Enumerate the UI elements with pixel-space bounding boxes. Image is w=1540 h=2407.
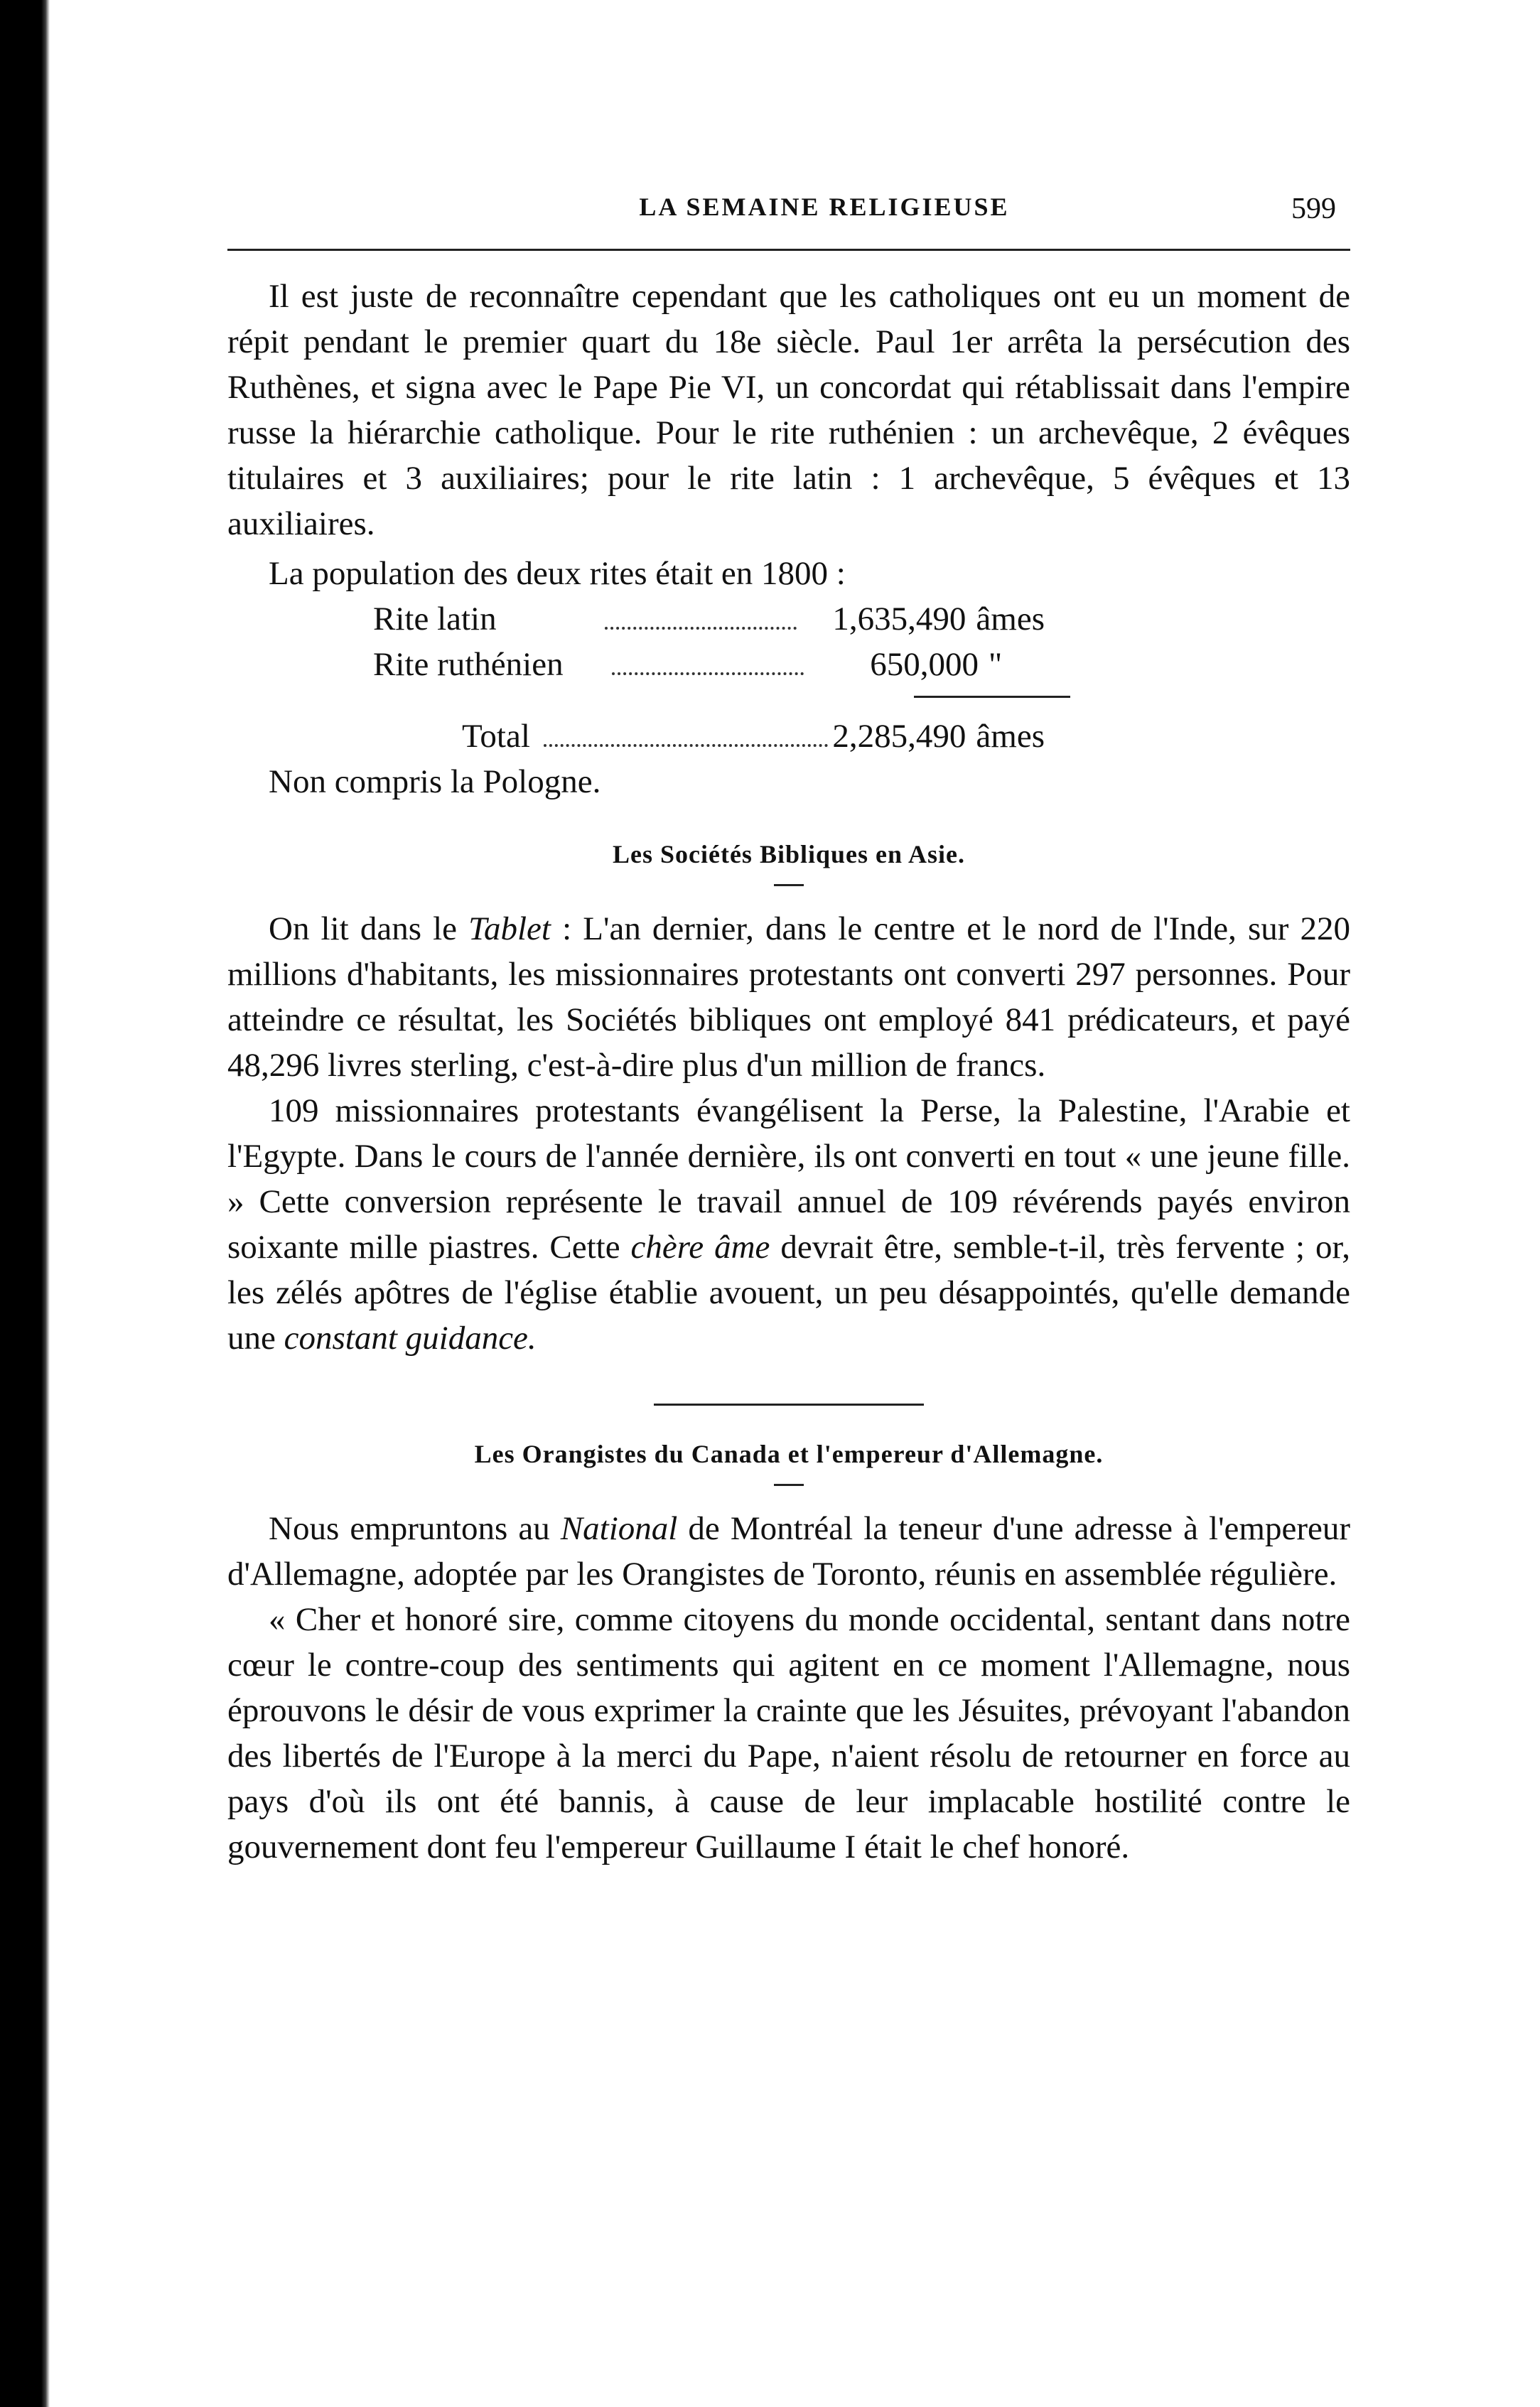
italic-source-name: Tablet	[468, 910, 551, 947]
total-rule	[914, 696, 1070, 698]
section-separator	[654, 1404, 924, 1406]
text-span: de Montréal la teneur d'une adresse à l'empereur d'Allemagne, adoptée par les Orangistes de Toronto, réunis en assemblée régulière.	[227, 1510, 1350, 1593]
paragraph-national	[227, 1506, 1350, 1597]
section-short-rule	[774, 884, 804, 886]
header-rule	[227, 249, 1350, 251]
population-row-latin	[227, 596, 1045, 642]
running-title: LA SEMAINE RELIGIEUSE	[639, 193, 1010, 221]
total-label: Total	[462, 718, 530, 755]
text-span: On lit dans le	[269, 910, 469, 947]
paragraph-missionaries	[227, 1088, 1350, 1361]
population-intro: La population des deux rites était en 1800 :	[269, 555, 846, 592]
row-label: Rite latin	[373, 601, 497, 637]
section-short-rule	[774, 1484, 804, 1486]
text-span: Nous empruntons au	[269, 1510, 561, 1547]
text-span: devrait être, semble-t-il, très fervente ; or, les zélés apôtres de l'église établie avouent, un peu désappointés, qu'elle demande une	[227, 1229, 1350, 1357]
section-title-bible-societies: Les Sociétés Bibliques en Asie.	[612, 840, 966, 868]
page-header	[235, 192, 1343, 235]
total-unit: âmes	[976, 718, 1045, 755]
population-row-total	[227, 714, 1045, 759]
page-body	[227, 274, 1350, 1870]
paragraph-concordat: Il est juste de reconnaître cependant que les catholiques ont eu un moment de répit pendant le premier quart du 18e siècle. Paul 1er arrêta la persécution des Ruthènes, et signa avec le Pape Pie VI, un concordat qui rétablissait dans l'empire russe la hiérarchie catholique. Pour le rite ruthénien : un archevêque, 2 évêques titulaires et 3 auxiliaires; pour le rite latin : 1 archevêque, 5 évêques et 13 auxiliaires.	[227, 278, 1350, 542]
paragraph-tablet	[227, 906, 1350, 1088]
paragraph-address: « Cher et honoré sire, comme citoyens du monde occidental, sentant dans notre cœur le contre-coup des sentiments qui agitent en ce moment l'Allemagne, nous éprouvons le désir de vous exprimer la crainte que les Jésuites, prévoyant l'abandon des libertés de l'Europe à la merci du Pape, n'aient résolu de retourner en force au pays d'où ils ont été bannis, à cause de leur implacable hostilité contre le gouvernement dont feu l'empereur Guillaume I était le chef honoré.	[227, 1601, 1350, 1865]
leader-dots	[544, 731, 828, 747]
text-span: : L'an dernier, dans le centre et le nord de l'Inde, sur 220 millions d'habitants, les missionnaires protestants ont converti 297 personnes. Pour atteindre ce résultat, les Sociétés bibliques ont employé 841 prédicateurs, et payé 48,296 livres sterling, c'est-à-dire plus d'un million de francs.	[227, 910, 1351, 1084]
population-note: Non compris la Pologne.	[269, 763, 601, 800]
italic-phrase: constant guidance.	[284, 1320, 537, 1357]
page-number: 599	[1291, 193, 1336, 225]
population-row-ruthenian	[227, 642, 1045, 687]
italic-phrase: chère âme	[630, 1229, 770, 1266]
binding-edge	[0, 0, 50, 2407]
leader-dots	[605, 614, 797, 630]
row-unit: âmes	[976, 601, 1045, 637]
population-table	[227, 596, 1045, 759]
row-value: 650,000	[870, 646, 979, 683]
total-value: 2,285,490	[832, 718, 966, 755]
row-value: 1,635,490	[832, 601, 966, 637]
italic-source-name: National	[560, 1510, 678, 1547]
row-unit: "	[989, 646, 1003, 683]
leader-dots	[612, 659, 804, 675]
text-span: 109 missionnaires protestants évangélisent la Perse, la Palestine, l'Arabie et l'Egypte. Dans le cours de l'année dernière, ils ont converti en tout « une jeune fille. » Cette conversion représente le travail annuel de 109 révérends payés environ soixante mille piastres. Cette	[227, 1092, 1350, 1266]
row-label: Rite ruthénien	[373, 646, 564, 683]
section-title-orangists: Les Orangistes du Canada et l'empereur d'Allemagne.	[474, 1440, 1104, 1468]
